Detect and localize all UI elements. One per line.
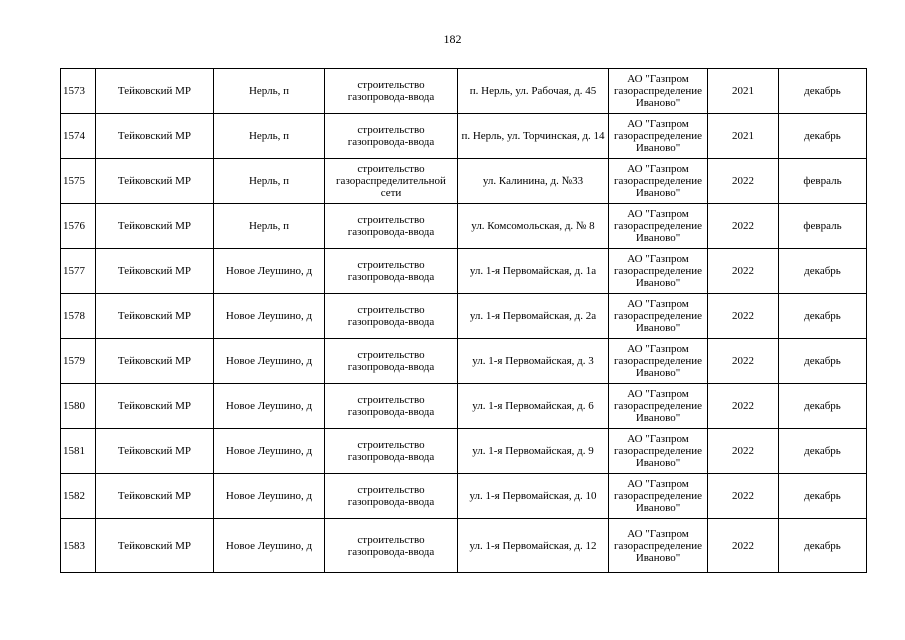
cell-district: Тейковский МР bbox=[96, 474, 214, 519]
cell-month: декабрь bbox=[779, 429, 867, 474]
table-row bbox=[61, 159, 867, 204]
cell-work-type: строительство газопровода-ввода bbox=[325, 114, 458, 159]
cell-organization: АО "Газпром газораспределение Иваново" bbox=[609, 159, 708, 204]
cell-number: 1581 bbox=[61, 429, 96, 474]
cell-organization: АО "Газпром газораспределение Иваново" bbox=[609, 429, 708, 474]
cell-work-type: строительство газопровода-ввода bbox=[325, 69, 458, 114]
cell-number: 1583 bbox=[61, 519, 96, 573]
cell-number: 1580 bbox=[61, 384, 96, 429]
cell-number: 1577 bbox=[61, 249, 96, 294]
cell-year: 2022 bbox=[708, 249, 779, 294]
table-row bbox=[61, 429, 867, 474]
cell-locality: Новое Леушино, д bbox=[214, 294, 325, 339]
cell-locality: Новое Леушино, д bbox=[214, 429, 325, 474]
cell-district: Тейковский МР bbox=[96, 429, 214, 474]
cell-work-type: строительство газопровода-ввода bbox=[325, 339, 458, 384]
cell-locality: Новое Леушино, д bbox=[214, 339, 325, 384]
table-row bbox=[61, 474, 867, 519]
cell-district: Тейковский МР bbox=[96, 249, 214, 294]
cell-address: ул. 1-я Первомайская, д. 3 bbox=[458, 339, 609, 384]
cell-address: п. Нерль, ул. Торчинская, д. 14 bbox=[458, 114, 609, 159]
cell-organization: АО "Газпром газораспределение Иваново" bbox=[609, 519, 708, 573]
cell-district: Тейковский МР bbox=[96, 159, 214, 204]
cell-month: декабрь bbox=[779, 384, 867, 429]
cell-address: ул. 1-я Первомайская, д. 1а bbox=[458, 249, 609, 294]
cell-month: декабрь bbox=[779, 519, 867, 573]
cell-year: 2021 bbox=[708, 114, 779, 159]
cell-year: 2022 bbox=[708, 384, 779, 429]
cell-work-type: строительство газопровода-ввода bbox=[325, 519, 458, 573]
table-row bbox=[61, 69, 867, 114]
cell-address: ул. 1-я Первомайская, д. 10 bbox=[458, 474, 609, 519]
cell-number: 1576 bbox=[61, 204, 96, 249]
data-table bbox=[60, 68, 867, 573]
cell-year: 2022 bbox=[708, 294, 779, 339]
cell-work-type: строительство газопровода-ввода bbox=[325, 204, 458, 249]
cell-work-type: строительство газораспределительной сети bbox=[325, 159, 458, 204]
cell-month: февраль bbox=[779, 204, 867, 249]
cell-address: ул. 1-я Первомайская, д. 6 bbox=[458, 384, 609, 429]
table-row bbox=[61, 204, 867, 249]
cell-locality: Нерль, п bbox=[214, 159, 325, 204]
cell-number: 1574 bbox=[61, 114, 96, 159]
cell-month: декабрь bbox=[779, 339, 867, 384]
cell-locality: Новое Леушино, д bbox=[214, 474, 325, 519]
cell-locality: Новое Леушино, д bbox=[214, 249, 325, 294]
cell-district: Тейковский МР bbox=[96, 294, 214, 339]
cell-locality: Новое Леушино, д bbox=[214, 519, 325, 573]
cell-number: 1573 bbox=[61, 69, 96, 114]
table-row bbox=[61, 114, 867, 159]
cell-year: 2022 bbox=[708, 339, 779, 384]
cell-locality: Нерль, п bbox=[214, 114, 325, 159]
cell-locality: Новое Леушино, д bbox=[214, 384, 325, 429]
cell-district: Тейковский МР bbox=[96, 69, 214, 114]
cell-district: Тейковский МР bbox=[96, 204, 214, 249]
table-row bbox=[61, 294, 867, 339]
table-row bbox=[61, 249, 867, 294]
cell-organization: АО "Газпром газораспределение Иваново" bbox=[609, 69, 708, 114]
cell-address: ул. 1-я Первомайская, д. 12 bbox=[458, 519, 609, 573]
cell-address: ул. 1-я Первомайская, д. 2а bbox=[458, 294, 609, 339]
cell-year: 2022 bbox=[708, 204, 779, 249]
cell-month: декабрь bbox=[779, 294, 867, 339]
cell-locality: Нерль, п bbox=[214, 204, 325, 249]
cell-month: декабрь bbox=[779, 249, 867, 294]
cell-address: ул. Комсомольская, д. № 8 bbox=[458, 204, 609, 249]
cell-organization: АО "Газпром газораспределение Иваново" bbox=[609, 249, 708, 294]
cell-month: декабрь bbox=[779, 114, 867, 159]
cell-address: ул. Калинина, д. №33 bbox=[458, 159, 609, 204]
cell-locality: Нерль, п bbox=[214, 69, 325, 114]
table-row bbox=[61, 519, 867, 573]
cell-district: Тейковский МР bbox=[96, 339, 214, 384]
cell-work-type: строительство газопровода-ввода bbox=[325, 294, 458, 339]
page-number: 182 bbox=[443, 32, 462, 46]
cell-month: февраль bbox=[779, 159, 867, 204]
cell-district: Тейковский МР bbox=[96, 519, 214, 573]
table-row bbox=[61, 339, 867, 384]
cell-organization: АО "Газпром газораспределение Иваново" bbox=[609, 294, 708, 339]
cell-year: 2022 bbox=[708, 474, 779, 519]
cell-year: 2022 bbox=[708, 519, 779, 573]
cell-organization: АО "Газпром газораспределение Иваново" bbox=[609, 474, 708, 519]
cell-year: 2022 bbox=[708, 159, 779, 204]
cell-number: 1582 bbox=[61, 474, 96, 519]
cell-year: 2021 bbox=[708, 69, 779, 114]
cell-address: ул. 1-я Первомайская, д. 9 bbox=[458, 429, 609, 474]
cell-month: декабрь bbox=[779, 474, 867, 519]
cell-district: Тейковский МР bbox=[96, 114, 214, 159]
table-row bbox=[61, 384, 867, 429]
cell-organization: АО "Газпром газораспределение Иваново" bbox=[609, 384, 708, 429]
cell-year: 2022 bbox=[708, 429, 779, 474]
cell-address: п. Нерль, ул. Рабочая, д. 45 bbox=[458, 69, 609, 114]
cell-number: 1575 bbox=[61, 159, 96, 204]
table-body bbox=[61, 69, 867, 573]
cell-work-type: строительство газопровода-ввода bbox=[325, 474, 458, 519]
cell-organization: АО "Газпром газораспределение Иваново" bbox=[609, 114, 708, 159]
cell-work-type: строительство газопровода-ввода bbox=[325, 249, 458, 294]
cell-work-type: строительство газопровода-ввода bbox=[325, 384, 458, 429]
cell-number: 1579 bbox=[61, 339, 96, 384]
cell-organization: АО "Газпром газораспределение Иваново" bbox=[609, 204, 708, 249]
cell-number: 1578 bbox=[61, 294, 96, 339]
cell-work-type: строительство газопровода-ввода bbox=[325, 429, 458, 474]
cell-organization: АО "Газпром газораспределение Иваново" bbox=[609, 339, 708, 384]
cell-month: декабрь bbox=[779, 69, 867, 114]
cell-district: Тейковский МР bbox=[96, 384, 214, 429]
